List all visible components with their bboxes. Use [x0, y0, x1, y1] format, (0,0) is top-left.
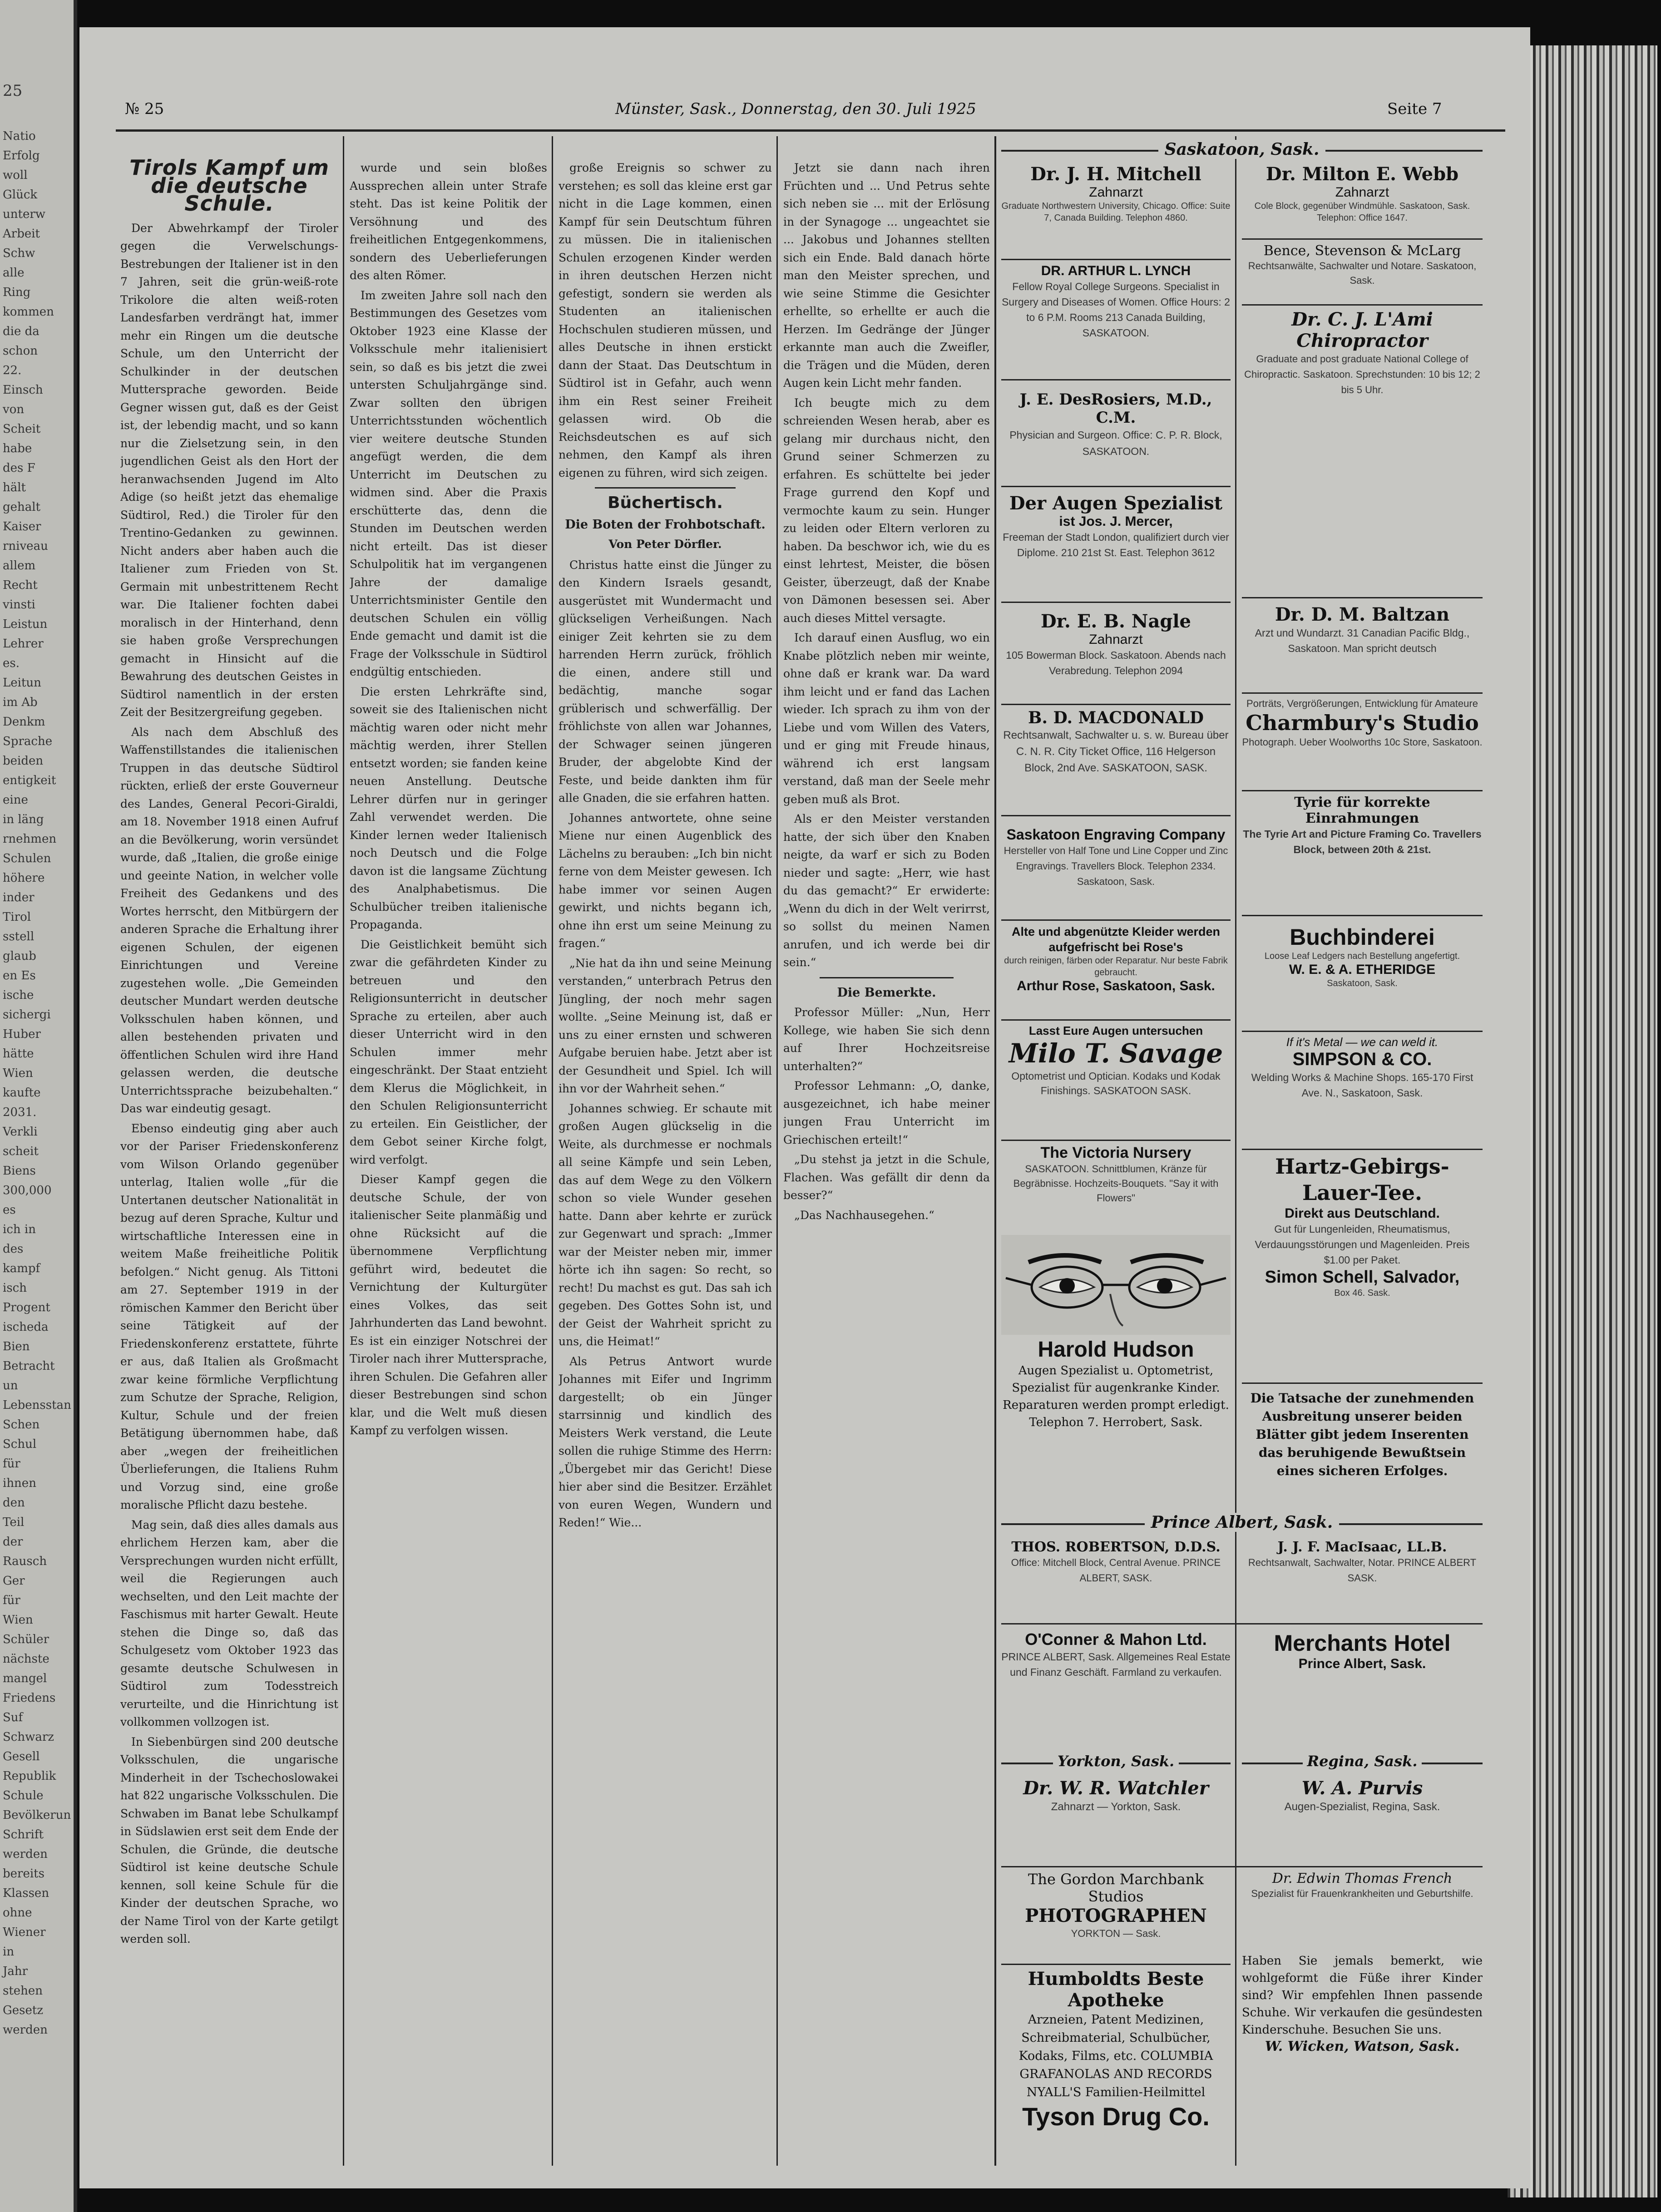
adjacent-page-word: den: [3, 1496, 25, 1510]
ad-engraving-info: Hersteller von Half Tone und Line Copper und Zinc Engravings. Travellers Block. Telephon 2334. Saskatoon, Sask.: [1004, 845, 1228, 887]
ad-etheridge-info: Saskatoon, Sask.: [1327, 978, 1398, 988]
section-prince-albert-label: Prince Albert, Sask.: [1145, 1513, 1340, 1532]
adjacent-page-word: allem: [3, 559, 36, 573]
adjacent-page-word: des F: [3, 461, 35, 475]
adjacent-page-word: Betracht: [3, 1359, 55, 1373]
article-paragraph: In Siebenbürgen sind 200 deutsche Volksschulen, die ungarische Minderheit in der Tschechoslowakei hat 822 ungarische Volksschulen. Die Schwaben im Banat lebe Schulkampf in Südslawien erst seit dem Ende der Schulen, die Gründe, die deutsche Südtirol ist keine deutsche Schule kennen, soll keine Schule für die Kinder der deutschen Sprache, wo der Name Tirol von der Karte getilgt werden soll.: [120, 1735, 338, 1945]
adjacent-page-word: Verkli: [3, 1125, 38, 1139]
adjacent-page-word: von: [3, 403, 25, 416]
adjacent-page-word: unterw: [3, 207, 46, 221]
ad-watchler-info: Zahnarzt — Yorkton, Sask.: [1051, 1801, 1181, 1813]
adjacent-page-word: Republik: [3, 1769, 56, 1783]
adjacent-page-word: glaub: [3, 949, 36, 963]
article-column-1: [120, 159, 338, 2166]
adjacent-page-word: kaufte: [3, 1086, 41, 1100]
ad-macisaac-info: Rechtsanwalt, Sachwalter, Notar. PRINCE ALBERT SASK.: [1248, 1557, 1477, 1584]
adjacent-page-word: stehen: [3, 1984, 43, 1998]
section-saskatoon-label: Saskatoon, Sask.: [1158, 140, 1326, 159]
article-column-3: [559, 159, 772, 2166]
ad-savage-info: Optometrist und Optician. Kodaks und Kodak Finishings. SASKATOON SASK.: [1011, 1070, 1221, 1096]
ad-baltzan-info: Arzt und Wundarzt. 31 Canadian Pacific Bldg., Saskatoon. Man spricht deutsch: [1255, 627, 1470, 654]
ad-rose-title: Alte und abgenützte Kleider werden aufgefrischt bei Rose's: [1011, 925, 1221, 954]
adjacent-page-word: vinsti: [3, 598, 35, 612]
ad-rose-info: durch reinigen, färben oder Reparatur. Nur beste Fabrik gebraucht.: [1004, 956, 1228, 978]
ad-bence-info: Rechtsanwälte, Sachwalter und Notare. Saskatoon, Sask.: [1248, 260, 1477, 286]
page-number: Seite 7: [1387, 100, 1442, 118]
ad-mercer-title: Der Augen Spezialist: [1009, 493, 1223, 514]
article-paragraph: Ich beugte mich zu dem schreienden Wesen herab, aber es gelang mir durchaus nicht, den Grund seiner Schmerzen zu erfahren. Es schüttelte bei jeder Frage gurrend den Kopf und vermochte kaum zu sein. Hunger zu leiden oder Eltern verloren zu haben. Da beschwor ich, wie du es einst lehrtest, Meister, die bösen Geister, überzeugt, daß der Knabe von Dämonen besessen sei. Aber auch dieses Mittel versagte.: [783, 396, 990, 625]
ad-desrosiers-info: Physician and Surgeon. Office: C. P. R. Block, SASKATOON.: [1009, 429, 1222, 457]
ad-lynch-info: Fellow Royal College Surgeons. Specialist in Surgery and Diseases of Women. Office Hours: 2 to 6 P.M. Rooms 213 Canada Building, SASKATOON.: [1002, 281, 1230, 339]
notice-tatsache: [1242, 1389, 1483, 1507]
adjacent-page-word: Wien: [3, 1066, 33, 1080]
ad-robertson: [1001, 1539, 1231, 1621]
adjacent-page-word: rnehmen: [3, 832, 57, 846]
ad-watchler: [1001, 1778, 1231, 1864]
ad-mercer: [1001, 493, 1231, 597]
adjacent-page-word: der: [3, 1535, 23, 1549]
issue-number: № 25: [125, 100, 164, 118]
article-paragraph: Ich darauf einen Ausflug, wo ein Knabe plötzlich neben mir weinte, ohne daß er krank war. Da ward ihm leicht und er fand das Lachen wieder. Ich sprach zu ihm von der Liebe und vom Willen des Vaters, und er ging mit Freude hinaus, während ich erst langsam verstand, daß man der Seele mehr geben muß als Brot.: [783, 631, 990, 806]
column-rule: [1235, 136, 1236, 1516]
adjacent-page-word: werden: [3, 2023, 48, 2037]
adjacent-page-word: Sprache: [3, 735, 53, 748]
ad-marchbank-name: The Gordon Marchbank Studios: [1028, 1871, 1204, 1905]
adjacent-page-word: es.: [3, 657, 20, 670]
adjacent-page-word: Progent: [3, 1301, 50, 1314]
adjacent-page-word: isch: [3, 1281, 27, 1295]
ad-simpson-info: Welding Works & Machine Shops. 165-170 First Ave. N., Saskatoon, Sask.: [1251, 1071, 1473, 1099]
joke-line: Professor Lehmann: „O, danke, ausgezeichnet, ich habe meiner jungen Frau Unterricht im Griechischen erteilt!“: [783, 1079, 990, 1146]
adjacent-page-word: beiden: [3, 754, 44, 768]
ad-wicken-name: W. Wicken, Watson, Sask.: [1265, 2039, 1460, 2054]
ad-rose: [1001, 924, 1231, 1015]
ad-lami: [1242, 309, 1483, 459]
ad-marchbank-info: YORKTON — Sask.: [1071, 1928, 1161, 1939]
adjacent-page-word: schon: [3, 344, 38, 358]
ad-tyrie-info: The Tyrie Art and Picture Framing Co. Travellers Block, between 20th & 21st.: [1243, 828, 1482, 855]
article-paragraph: Als Petrus Antwort wurde Johannes mit Eifer und Ingrimm dargestellt; ob ein Jünger starrsinnig und kindlich des Meisters Werk verstand, die Leute sollen die ruhige Stimme des Herrn: „Übergebet mir das Gericht! Diese hier aber sind die Besitzer. Erzählet von euren Wegen, Wundern und Reden!“ Wie...: [559, 1354, 772, 1529]
adjacent-page-word: Schul: [3, 1437, 37, 1451]
article-paragraph: Mag sein, daß dies alles damals aus ehrlichem Herzen kam, aber die Versprechungen wurden nicht erfüllt, weil die Regierungen auch wechselten, und den Leit machte der Faschismus mit harter Gewalt. Heute stehen die Dinge so, daß das Schulgesetz vom Oktober 1923 das gesamte deutsche Schulwesen in Südtirol zum Todesstreich verurteilte, und die Hinrichtung ist vollkommen vollzogen ist.: [120, 1518, 338, 1728]
adjacent-page-word: Arbeit: [3, 227, 40, 241]
adjacent-page-word: eine: [3, 793, 28, 807]
column-rule: [776, 136, 778, 2166]
adjacent-page-word: un: [3, 1379, 18, 1392]
adjacent-page-word: Glück: [3, 188, 38, 202]
ad-hartz-title: Hartz-Gebirgs-Lauer-Tee.: [1275, 1154, 1449, 1205]
ad-oconner-info: PRINCE ALBERT, Sask. Allgemeines Real Estate und Finanz Geschäft. Farmland zu verkaufen.: [1001, 1651, 1231, 1678]
adjacent-page-word: die da: [3, 325, 40, 338]
adjacent-page-word: Schüler: [3, 1633, 49, 1646]
adjacent-page-word: hält: [3, 481, 26, 494]
adjacent-page-word: nächste: [3, 1652, 49, 1666]
adjacent-page-word: habe: [3, 442, 32, 455]
adjacent-page-word: kommen: [3, 305, 54, 319]
column-rule: [552, 136, 553, 2166]
section-divider: [595, 487, 736, 489]
article-paragraph: wurde und sein bloßes Aussprechen allein unter Strafe steht. Das ist keine Politik der Versöhnung und des freiheitlichen Entgegenkommens, sondern des Ueberlieferungen des alten Römer.: [350, 161, 547, 282]
ad-purvis: [1242, 1778, 1483, 1864]
article-paragraph: Johannes antwortete, ohne seine Miene nur einen Augenblick des Lächelns zu berauben: „Ich bin nicht ferne von dem Meister gewesen. Ich habe immer vor seinen Augen gewirkt, und nichts begann ich, ohne ihn erst um seine Meinung zu fragen.“: [559, 811, 772, 950]
adjacent-page-word: in: [3, 1945, 15, 1959]
adjacent-page-word: ische: [3, 988, 34, 1002]
ad-engraving: [1001, 826, 1231, 915]
ad-macdonald: [1001, 708, 1231, 813]
header-rule: [116, 129, 1505, 132]
ad-bence-name: Bence, Stevenson & McLarg: [1263, 243, 1461, 259]
ad-hudson-eyes-image: [1001, 1235, 1231, 1335]
adjacent-page-word: sstell: [3, 930, 35, 943]
ad-hartz-box: Box 46. Sask.: [1334, 1288, 1390, 1298]
ad-lynch: [1001, 263, 1231, 377]
ad-oconner-name: O'Conner & Mahon Ltd.: [1025, 1630, 1207, 1649]
ad-bence: [1242, 243, 1483, 302]
ad-divider: [1242, 692, 1483, 694]
article-paragraph: Ebenso eindeutig ging aber auch vor der Pariser Friedenskonferenz vom Wilson Orlando gegenüber unterlag, Italien wolle „für die Untertanen deutscher Nationalität in bezug auf deren Sprache, Kultur und wirtschaftliche Interessen eine in weitem Maße freiheitliche Politik befolgen.“ Nicht genug. Als Tittoni am 27. September 1919 in der römischen Kammer den Bericht über seine Tätigkeit auf der Friedenskonferenz erstattete, führte er aus, daß Italien als Großmacht zwar keine förmliche Verpflichtung zum Schutze der Sprache, Religion, Kultur, Schule und der freien Betätigung übernommen habe, daß aber „wegen der freiheitlichen Überlieferungen, die Italiens Ruhm und Vorzug sind, eine große moralische Pflicht dazu bestehe.: [120, 1121, 338, 1511]
ad-lynch-name: DR. ARTHUR L. LYNCH: [1041, 263, 1191, 278]
adjacent-page-number: 25: [3, 82, 23, 100]
adjacent-page-word: Lehrer: [3, 637, 44, 651]
article-paragraph: Der Abwehrkampf der Tiroler gegen die Verwelschungs-Bestrebungen der Italiener ist in den 7 Jahren, seit die grün-weiß-rote Trikolore die alten weiß-roten Landesfarben verdrängt hat, immer mehr ein Ringen um die deutsche Schule, um den Unterricht der Schulkinder in der deutschen Muttersprache geworden. Beide Gegner wissen gut, daß es der Geist ist, der lebendig macht, und so kann nur die Zielsetzung sein, in den jugendlichen Geist als den Hort der heranwachsenden Jugend im Alto Adige (so heißt jetzt das ehemalige Südtirol, Red.) die Tiroler für den Trentino-Gedanken zu gewinnen. Nicht anders aber haben auch die Italiener zum Frieden von St. Germain mit unbestrittenem Recht war. Die Italiener fochten dabei moralisch in der Hinterhand, denn sie haben große Versprechungen gemacht in Hinsicht auf die Bewahrung des deutschen Geistes in Südtirol namentlich in der ersten Zeit der Besitzergreifung gegeben.: [120, 221, 338, 719]
adjacent-page-word: Leistun: [3, 617, 48, 631]
ad-marchbank-title: PHOTOGRAPHEN: [1025, 1905, 1207, 1926]
article-paragraph: große Ereignis so schwer zu verstehen; es soll das kleine erst gar nicht in die Lage kommen, einen Kampf für sein Deutschtum führen zu müssen. Die in italienischen Schulen erzogenen Kinder werden in ihren deutschen Herzen nicht gefestigt, sondern sie werden als Studenten an italienischen Hochschulen studieren müssen, und alles Deutsche in ihnen erstickt dann der Staat. Das Deutschtum in Südtirol ist in Gefahr, auch wenn ihm ein Rest seiner Freiheit gelassen wird. Ob die Reichsdeutschen es auf sich nehmen, den Kampf als ihren eigenen zu führen, wird sich zeigen.: [559, 161, 772, 479]
ad-divider: [1001, 259, 1231, 260]
section-title-bemerkte: Die Bemerkte.: [837, 985, 936, 1000]
adjacent-page-word: Einsch: [3, 383, 43, 397]
adjacent-page-word: Scheit: [3, 422, 41, 436]
ad-divider: [1001, 919, 1231, 921]
ad-nagle-title: Zahnarzt: [1089, 632, 1143, 647]
ad-savage: [1001, 1024, 1231, 1137]
ad-divider: [1001, 602, 1231, 603]
article-paragraph: Als nach dem Abschluß des Waffenstillstandes die italienischen Truppen in das deutsche Südtirol rückten, erließ der erste Gouverneur des Landes, General Pecori-Giraldi, am 18. November 1918 einen Aufruf an die Bevölkerung, worin versündet wurde, daß „Italien, die große einige und geeinte Nation, in welcher volle Freiheit des Gedankens und des Wortes herrscht, den Mitbürgern der anderen Sprache die Erhaltung ihrer eigenen Schulen, der eigenen Einrichtungen und Vereine zugestehen wolle. „Die Gemeinden deutscher Mundart werden deutsche Volksschulen haben können, und allen bestehenden privaten und öffentlichen Schulen wird ihre Hand gelassen werden, die deutsche Unterrichtssprache beizubehalten.“ Das war eindeutig gesagt.: [120, 725, 338, 1115]
ad-desrosiers: [1001, 390, 1231, 481]
adjacent-page-word: Friedens: [3, 1691, 56, 1705]
article-paragraph: Die ersten Lehrkräfte sind, soweit sie des Italienischen nicht mächtig waren oder nicht mehr mächtig werden, ihrer Stellen entsetzt worden; sie fanden keine neuen Anstellung. Deutsche Lehrer dürfen nur in geringer Zahl verwendet werden. Die Kinder lernen weder Italienisch noch Deutsch und die Folge davon ist die langsame Züchtung des Analphabetismus. Die Schulbücher treiben italienische Propaganda.: [350, 685, 547, 931]
ad-divider: [1001, 1623, 1483, 1624]
ad-divider: [1001, 1964, 1231, 1965]
ad-divider: [1242, 1149, 1483, 1150]
ad-hudson-info: Augen Spezialist u. Optometrist, Spezialist für augenkranke Kinder. Reparaturen werden prompt erledigt. Telephon 7. Herrobert, Sask.: [1003, 1364, 1229, 1429]
ad-baltzan: [1242, 604, 1483, 690]
adjacent-page-word: sichergi: [3, 1008, 51, 1022]
dateline: Münster, Sask., Donnerstag, den 30. Juli 1925: [615, 100, 976, 118]
ad-nagle-info: 105 Bowerman Block. Saskatoon. Abends nach Verabredung. Telephon 2094: [1006, 649, 1226, 676]
article-paragraph: Dieser Kampf gegen die deutsche Schule, der von italienischer Seite planmäßig und ohne Rücksicht auf die übernommene Verpflichtung geführt wird, bedeutet die Vernichtung der Kulturgüter eines Volkes, das seit Jahrhunderten das Land bewohnt. Es ist ein einziger Notschrei der Tiroler nach ihrer Muttersprache, ihren Schulen. Die Gefahren aller dieser Bestrebungen sind schon klar, und die Welt muß diesen Kampf zu verfolgen wissen.: [350, 1173, 547, 1437]
adjacent-page-word: alle: [3, 266, 25, 280]
section-regina-label: Regina, Sask.: [1303, 1753, 1422, 1770]
article-paragraph: Die Geistlichkeit bemüht sich zwar die gefährdeten Kinder zu betreuen und den Religionsunterricht in deutscher Sprache zu erteilen, aber auch dieser Unterricht wird in den Schulen immer mehr eingeschränkt. Der Staat entzieht dem Klerus die Möglichkeit, in den Schulen Religionsunterricht zu erteilen. Ein Geistlicher, der dem Gebot seiner Kirche folgt, wird verfolgt.: [350, 938, 547, 1166]
adjacent-page-word: Ger: [3, 1574, 25, 1588]
adjacent-page-word: für: [3, 1457, 20, 1471]
ad-macdonald-info: Rechtsanwalt, Sachwalter u. s. w. Bureau über C. N. R. City Ticket Office, 116 Helgerson Block, 2nd Ave. SASKATOON, SASK.: [1003, 729, 1229, 774]
column-rule: [343, 136, 344, 2166]
adjacent-page-word: woll: [3, 168, 28, 182]
ad-nursery-name: The Victoria Nursery: [1040, 1144, 1191, 1161]
adjacent-page-word: Ring: [3, 286, 31, 299]
adjacent-page-word: Natio: [3, 129, 36, 143]
adjacent-page-word: Schule: [3, 1789, 44, 1802]
joke-line: Professor Müller: „Nun, Herr Kollege, wie haben Sie sich denn auf Ihrer Hochzeitsreise unterhalten?“: [783, 1006, 990, 1073]
ad-savage-name: Milo T. Savage: [1008, 1038, 1223, 1069]
ad-divider: [1242, 790, 1483, 791]
adjacent-page-word: 2031.: [3, 1106, 37, 1119]
ad-wicken-info: Haben Sie jemals bemerkt, wie wohlgeformt die Füße ihrer Kinder sind? Wir empfehlen Ihnen passende Schuhe. Wir verkaufen die gesündesten Kinderschuhe. Besuchen Sie uns.: [1242, 1954, 1483, 2037]
ad-divider: [1001, 1140, 1231, 1141]
ad-hudson-name: Harold Hudson: [1038, 1338, 1194, 1362]
ad-nursery: [1001, 1144, 1231, 1235]
ad-etheridge: [1242, 924, 1483, 1028]
ad-divider: [1242, 1382, 1483, 1384]
ad-baltzan-name: Dr. D. M. Baltzan: [1275, 604, 1450, 625]
adjacent-page-word: Huber: [3, 1027, 41, 1041]
adjacent-page-word: Denkm: [3, 715, 45, 729]
article-column-4: [783, 159, 990, 2166]
adjacent-page-word: mangel: [3, 1672, 47, 1685]
eyes-with-glasses-icon: [1001, 1235, 1231, 1335]
ad-lami-info: Graduate and post graduate National College of Chiropractic. Saskatoon. Sprechstunden: 10 bis 12; 2 bis 5 Uhr.: [1244, 353, 1480, 395]
adjacent-page-word: 300,000: [3, 1184, 52, 1197]
ad-divider: [1001, 1866, 1483, 1867]
ad-humboldt-apotheke: [1001, 1968, 1231, 2172]
ad-nursery-info: SASKATOON. Schnittblumen, Kränze für Begräbnisse. Hochzeits-Bouquets. "Say it with Flowers": [1013, 1163, 1219, 1204]
ad-marchbank: [1001, 1871, 1231, 1961]
ad-divider: [1001, 379, 1231, 380]
column-rule: [1235, 1530, 1236, 2166]
adjacent-page-word: im Ab: [3, 696, 38, 709]
ad-divider: [1001, 704, 1231, 705]
ad-macisaac-name: J. J. F. MacIsaac, LL.B.: [1277, 1539, 1447, 1555]
adjacent-page-word: bereits: [3, 1867, 44, 1881]
ad-buchbinderei-title: Buchbinderei: [1290, 924, 1435, 950]
ad-simpson: [1242, 1035, 1483, 1144]
adjacent-page-word: Jahr: [3, 1965, 28, 1978]
article-paragraph: Als er den Meister verstanden hatte, der sich über den Knaben neigte, da warf er sich zu Boden nieder und sagte: „Herr, wie hast du das gemacht?“ Er erwiderte: „Wenn du dich in der Welt verirrst, so sollst du meinen Namen anrufen, und ich werde bei dir sein.“: [783, 812, 990, 969]
ad-nagle-name: Dr. E. B. Nagle: [1040, 611, 1191, 632]
ad-mitchell: [1001, 163, 1231, 254]
ad-divider: [1242, 915, 1483, 916]
adjacent-page-word: ihnen: [3, 1476, 36, 1490]
ad-hartz-sub: Direkt aus Deutschland.: [1285, 1206, 1440, 1221]
adjacent-page-word: inder: [3, 891, 35, 904]
ad-charmbury-pre: Porträts, Vergrößerungen, Entwicklung für Amateure: [1246, 698, 1478, 709]
article-paragraph: Jetzt sie dann nach ihren Früchten und ... Und Petrus sehte sich neben sie ... mit der Erlösung in der Synagoge ... ungeachtet sie ... Jakobus und Johannes stellten sich ein Ende. Bald danach hörte man den Meister sprechen, und wie seine Stimme die Gesichter erhellte, so erhellte er auch die Herzen. Im Gedränge der Jünger erkannte man auch die Zweifler, die Trägen und die Müden, deren Augen kein Licht mehr fanden.: [783, 161, 990, 390]
adjacent-page-word: Bevölkerun: [3, 1808, 71, 1822]
ad-mercer-name: ist Jos. J. Mercer,: [1059, 514, 1173, 529]
ad-merchants-hotel: [1242, 1630, 1483, 1739]
adjacent-page-word: ich in: [3, 1223, 36, 1236]
article-paragraph: „Nie hat da ihn und seine Meinung verstanden,“ unterbrach Petrus den Jüngling, der noch mehr sagen wollte. „Seine Meinung ist, daß er uns zu einer ernsten und schweren Aufgabe beruien habe. Jetzt aber ist der Gesundheit und Spiel. Ich will ihn vor der Wahrheit sehen.“: [559, 956, 772, 1095]
ad-etheridge-name: W. E. & A. ETHERIDGE: [1289, 962, 1436, 977]
ad-hartz-info: Gut für Lungenleiden, Rheumatismus, Verdauungsstörungen und Magenleiden. Preis $1.00 per Paket.: [1255, 1223, 1470, 1266]
adjacent-page-word: Teil: [3, 1516, 25, 1529]
adjacent-page-word: es: [3, 1203, 16, 1217]
article-title: Tirols Kampf um die deutsche Schule.: [129, 159, 329, 216]
adjacent-page-word: für: [3, 1594, 20, 1607]
ad-rose-name: Arthur Rose, Saskatoon, Sask.: [1017, 978, 1215, 993]
ad-divider: [1242, 238, 1483, 240]
adjacent-page-word: Leitun: [3, 676, 41, 690]
ad-humboldt-title: Humboldts Beste Apotheke: [1028, 1968, 1204, 2011]
ad-webb-title: Zahnarzt: [1335, 185, 1389, 200]
adjacent-page-word: Wiener: [3, 1926, 46, 1939]
ad-simpson-name: SIMPSON & CO.: [1292, 1049, 1432, 1069]
ad-hudson: [1001, 1337, 1231, 1501]
adjacent-page-word: des: [3, 1242, 24, 1256]
ad-lami-name: Dr. C. J. L'Ami: [1291, 309, 1433, 330]
adjacent-page-word: hätte: [3, 1047, 34, 1061]
ad-simpson-pre: If it's Metal — we can weld it.: [1286, 1035, 1439, 1049]
ad-charmbury: [1242, 697, 1483, 788]
adjacent-page-strip: [0, 0, 77, 2212]
adjacent-page-word: Erfolg: [3, 149, 40, 163]
ad-divider: [1001, 815, 1231, 816]
ad-tyrie: [1242, 795, 1483, 913]
ad-divider: [1242, 597, 1483, 598]
adjacent-page-word: Tirol: [3, 910, 31, 924]
adjacent-page-word: Suf: [3, 1711, 23, 1724]
adjacent-page-word: Biens: [3, 1164, 36, 1178]
adjacent-page-word: Schw: [3, 247, 35, 260]
column-rule: [994, 136, 996, 2166]
adjacent-page-word: ohne: [3, 1906, 32, 1920]
adjacent-page-word: Gesetz: [3, 2004, 44, 2017]
ad-tyson-name: Tyson Drug Co.: [1022, 2102, 1210, 2131]
adjacent-page-word: werden: [3, 1847, 48, 1861]
adjacent-page-word: Kaiser: [3, 520, 41, 533]
ad-divider: [1001, 1019, 1231, 1021]
ad-divider: [1001, 486, 1231, 487]
ad-nagle: [1001, 611, 1231, 701]
ad-charmbury-info: Photograph. Ueber Woolworths 10c Store, Saskatoon.: [1242, 736, 1483, 748]
section-regina: [1242, 1753, 1483, 1770]
adjacent-page-word: Bien: [3, 1340, 30, 1353]
ad-merchants-name: Merchants Hotel: [1274, 1630, 1451, 1656]
ad-purvis-info: Augen-Spezialist, Regina, Sask.: [1284, 1801, 1440, 1813]
ad-webb-name: Dr. Milton E. Webb: [1266, 163, 1459, 185]
ad-macisaac: [1242, 1539, 1483, 1621]
ad-french: [1242, 1871, 1483, 1948]
ad-divider: [1242, 304, 1483, 306]
ad-french-name: Dr. Edwin Thomas French: [1272, 1871, 1453, 1886]
adjacent-page-word: Schrift: [3, 1828, 44, 1842]
article-paragraph: Im zweiten Jahre soll nach den Bestimmungen des Gesetzes vom Oktober 1923 eine Klasse der Volksschule mehr italienisiert sein, so daß es bis jetzt die zwei untersten Schuljahrgänge sind. Zwar sollten den übrigen Unterrichtsstunden wöchentlich vier weitere deutsche Stunden angefügt werden, die dem Unterricht im Deutschen zu widmen sind. Aber die Praxis erschütterte das, denn die Stunden im Deutschen werden nicht erteilt. Das ist dieser Schulpolitik hat im vergangenen Jahre der damalige Unterrichtsminister Gentile den deutschen Schulen ein völlig Ende gemacht und damit ist die Frage der Volksschule in Südtirol endgültig entschieden.: [350, 288, 547, 678]
ad-purvis-name: W. A. Purvis: [1301, 1778, 1423, 1799]
adjacent-page-word: en Es: [3, 969, 36, 983]
adjacent-page-word: ischeda: [3, 1320, 49, 1334]
ad-macdonald-name: B. D. MACDONALD: [1028, 708, 1204, 727]
ad-robertson-name: THOS. ROBERTSON, D.D.S.: [1011, 1539, 1221, 1555]
adjacent-page-word: entigkeit: [3, 774, 56, 787]
adjacent-page-word: Klassen: [3, 1886, 49, 1900]
joke-line: „Das Nachhausegehen.“: [794, 1208, 934, 1222]
ad-desrosiers-name: J. E. DesRosiers, M.D., C.M.: [1019, 390, 1212, 427]
section-divider: [820, 977, 954, 978]
ad-merchants-info: Prince Albert, Sask.: [1298, 1656, 1426, 1671]
ad-hartz-name: Simon Schell, Salvador,: [1265, 1268, 1460, 1287]
ad-lami-title: Chiropractor: [1296, 330, 1428, 351]
article-paragraph: Johannes schwieg. Er schaute mit großen Augen glückselig in die Weite, als durchmesse er nochmals all seine Kämpfe und sein Leben, das auf dem Wege zu den Völkern schon so viele Wunder gesehen hatte. Dann aber kehrte er zurück zur Gegenwart und sprach: „Immer war der Meister neben mir, immer hörte ich ihn sagen: So recht, so recht! Du machst es gut. Das sah ich gegeben. Des Gottes Sohn ist, und der Geist der Wahrheit spricht zu uns, die Heimat!“: [559, 1101, 772, 1348]
adjacent-page-word: gehalt: [3, 500, 41, 514]
section-saskatoon: [1001, 140, 1483, 159]
adjacent-page-word: Schen: [3, 1418, 40, 1432]
adjacent-page-word: Recht: [3, 578, 38, 592]
ad-divider: [1242, 1031, 1483, 1032]
adjacent-page-word: rniveau: [3, 539, 48, 553]
ad-webb-info: Cole Block, gegenüber Windmühle. Saskatoon, Sask. Telephon: Office 1647.: [1254, 201, 1470, 223]
ad-mitchell-info: Graduate Northwestern University, Chicago. Office: Suite 7, Canada Building. Telephon 4860.: [1001, 201, 1231, 223]
ad-hartz-tee: [1242, 1153, 1483, 1380]
section-title-buechertisch: Büchertisch.: [608, 494, 723, 512]
adjacent-page-word: in läng: [3, 813, 44, 826]
ad-mitchell-title: Zahnarzt: [1089, 185, 1143, 200]
ad-humboldt-info: Arzneien, Patent Medizinen, Schreibmaterial, Schulbücher, Kodaks, Films, etc. COLUMBIA GRAFANOLAS AND RECORDS NYALL'S Familien-Heilmittel: [1018, 2013, 1213, 2099]
ad-mitchell-name: Dr. J. H. Mitchell: [1030, 163, 1201, 185]
adjacent-page-word: Lebensstan: [3, 1398, 71, 1412]
adjacent-page-word: scheit: [3, 1145, 39, 1158]
section-yorkton: [1001, 1753, 1231, 1770]
adjacent-page-word: Schulen: [3, 852, 51, 865]
ad-wicken: [1242, 1952, 1483, 2166]
ad-robertson-info: Office: Mitchell Block, Central Avenue. PRINCE ALBERT, SASK.: [1011, 1557, 1221, 1584]
ad-webb: [1242, 163, 1483, 236]
ad-oconner: [1001, 1630, 1231, 1757]
book-author: Von Peter Dörfler.: [608, 538, 722, 551]
adjacent-page-word: kampf: [3, 1262, 40, 1275]
adjacent-page-word: Gesell: [3, 1750, 40, 1763]
section-yorkton-label: Yorkton, Sask.: [1053, 1753, 1179, 1770]
ad-mercer-info: Freeman der Stadt London, qualifiziert durch vier Diplome. 210 21st St. East. Telephon 3612: [1003, 531, 1229, 558]
joke-line: „Du stehst ja jetzt in die Schule, Flachen. Was gefällt dir denn da besser?“: [783, 1153, 990, 1202]
ad-engraving-name: Saskatoon Engraving Company: [1006, 826, 1226, 843]
adjacent-page-word: 22.: [3, 364, 22, 377]
adjacent-page-word: Schwarz: [3, 1730, 54, 1744]
adjacent-page-word: Rausch: [3, 1555, 47, 1568]
book-title: Die Boten der Frohbotschaft.: [565, 517, 766, 532]
ad-watchler-name: Dr. W. R. Watchler: [1023, 1778, 1209, 1799]
ad-buchbinderei-info: Loose Leaf Ledgers nach Bestellung angefertigt.: [1264, 951, 1460, 961]
ad-french-info: Spezialist für Frauenkrankheiten und Geburtshilfe.: [1251, 1888, 1473, 1899]
newspaper-page: [79, 27, 1530, 2188]
adjacent-page-word: Wien: [3, 1613, 33, 1627]
ad-charmbury-name: Charmbury's Studio: [1246, 711, 1479, 735]
notice-tatsache-text: Die Tatsache der zunehmenden Ausbreitung unserer beiden Blätter gibt jedem Inserenten das beruhigende Bewußtsein eines sicheren Erfolges.: [1250, 1391, 1474, 1478]
article-paragraph: Christus hatte einst die Jünger zu den Kindern Israels gesandt, ausgerüstet mit Wundermacht und glückseligen Verheißungen. Nach einiger Zeit kehrten sie zu dem harrenden Herrn zurück, fröhlich die einen, andere still und bedächtig, manche sogar grüblerisch und schwerfällig. Der fröhlichste von allen war Johannes, der Schwager seinen jüngeren Bruder, der abgelobte Kind der Feste, und beide dankten ihm für alle Gnaden, die sie erfahren hatten.: [559, 558, 772, 805]
article-column-2: [350, 159, 547, 2166]
section-prince-albert: [1001, 1513, 1483, 1532]
adjacent-page-word: höhere: [3, 871, 45, 885]
ad-savage-pre: Lasst Eure Augen untersuchen: [1028, 1024, 1203, 1037]
ad-tyrie-title: Tyrie für korrekte Einrahmungen: [1294, 795, 1430, 826]
